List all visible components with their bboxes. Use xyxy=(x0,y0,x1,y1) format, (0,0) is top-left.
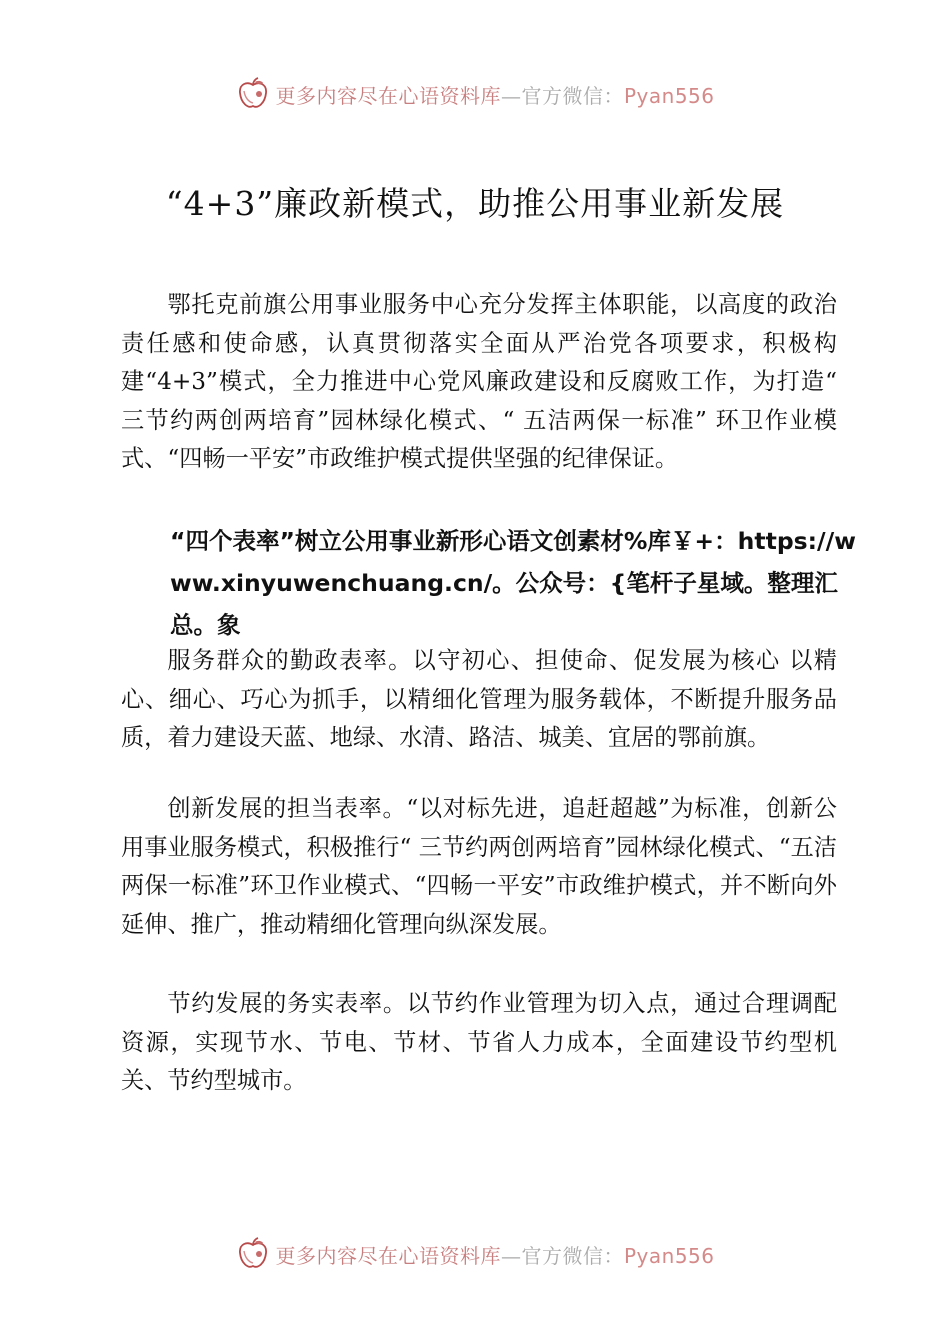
banner-site-name: 更多内容尽在心语资料库 xyxy=(275,83,501,108)
red-apple-logo-icon xyxy=(235,1236,271,1272)
paragraph-saving: 节约发展的务实表率。以节约作业管理为切入点，通过合理调配资源，实现节水、节电、节材、节省人力成本，全面建设节约型机关、节约型城市。 xyxy=(121,990,837,1095)
banner-wechat-label: —官方微信： xyxy=(500,1243,624,1268)
header-watermark-banner xyxy=(0,74,950,114)
banner-wechat-id: Pyan556 xyxy=(623,1243,715,1268)
paragraph-service: 服务群众的勤政表率。以守初心、担使命、促发展为核心 以精心、细心、巧心为抓手，以精细化管理为服务载体，不断提升服务品质，着力建设天蓝、地绿、水清、路洁、城美、宜居的鄂前旗。 xyxy=(121,647,837,752)
banner-wechat-label: —官方微信： xyxy=(500,83,624,108)
intro-paragraph: 鄂托克前旗公用事业服务中心充分发挥主体职能，以高度的政治责任感和使命感，认真贯彻落实全面从严治党各项要求，积极构建“4+3”模式，全力推进中心党风廉政建设和反腐败工作，为打造“ 三节约两创两培育”园林绿化模式、“ 五洁两保一标准” 环卫作业模式、“四畅一平安”市政维护模式提供坚强的纪律保证。 xyxy=(121,291,837,473)
red-apple-logo-icon xyxy=(235,76,271,112)
banner-site-name: 更多内容尽在心语资料库 xyxy=(275,1243,501,1268)
section-heading-with-watermark: “四个表率”树立公用事业新形心语文创素材%库￥+：https://www.xinyuwenchuang.cn/。公众号：{笔杆子星域。整理汇总。象 xyxy=(170,527,856,639)
document-title: “4+3”廉政新模式，助推公用事业新发展 xyxy=(165,184,785,223)
paragraph-innovation: 创新发展的担当表率。“以对标先进，追赶超越”为标准，创新公用事业服务模式，积极推行“ 三节约两创两培育”园林绿化模式、“五洁两保一标准”环卫作业模式、“四畅一平安”市政维护模式，并不断向外延伸、推广，推动精细化管理向纵深发展。 xyxy=(121,795,837,938)
banner-wechat-id: Pyan556 xyxy=(623,83,715,108)
footer-watermark-banner xyxy=(0,1234,950,1274)
